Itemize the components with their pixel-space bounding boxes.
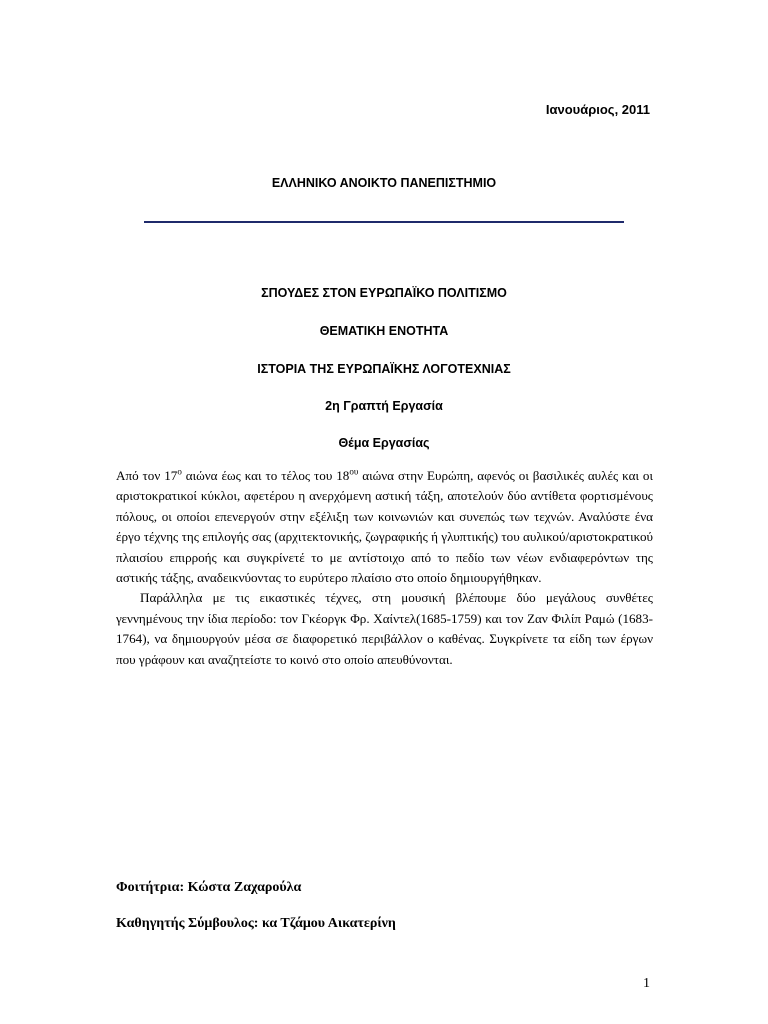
unit-title: ΙΣΤΟΡΙΑ ΤΗΣ ΕΥΡΩΠΑΪΚΗΣ ΛΟΓΟΤΕΧΝΙΑΣ	[257, 362, 511, 376]
topic-paragraph-2: Παράλληλα με τις εικαστικές τέχνες, στη μουσική βλέπουμε δύο μεγάλους συνθέτες γεννημένους την ίδια περίοδο: τον Γκέοργκ Φρ. Χαίντελ(1685-1759) και τον Ζαν Φιλίπ Ραμώ (1683-1764), να δημιουργούν μέσα σε διαφορετικό περιβάλλον ο καθένας. Συγκρίνετε τα είδη των έργων που γράφουν και αναζητείστε το κοινό στο οποίο απευθύνονται.	[116, 590, 653, 667]
advisor-name: Καθηγητής Σύμβουλος: κα Τζάμου Αικατερίνη	[116, 916, 396, 931]
horizontal-rule	[144, 221, 624, 223]
topic-heading: Θέμα Εργασίας	[338, 436, 430, 450]
page-number: 1	[643, 976, 650, 991]
university-name: ΕΛΛΗΝΙΚΟ ΑΝΟΙΚΤΟ ΠΑΝΕΠΙΣΤΗΜΙΟ	[271, 176, 497, 190]
unit-label: ΘΕΜΑΤΙΚΗ ΕΝΟΤΗΤΑ	[319, 324, 449, 338]
assignment-title: 2η Γραπτή Εργασία	[325, 399, 443, 413]
topic-paragraph-1: Από τον $17^o$ αιώνα έως και το τέλος του $18^{o\upsilon}$ αιώνα στην Ευρώπη, αφενός οι βασιλικές αυλές και οι αριστοκρατικοί κύκλοι, αφετέρου η ανερχόμενη αστική τάξη, αποτελούν δύο αντίθετα φορτισμένους πόλους, οι οποίοι επενεργούν στην εξέλιξη των κοινωνιών και συνεπώς των τεχνών. Αναλύστε ένα έργο τέχνης της επιλογής σας (αρχιτεκτονικής, ζωγραφικής ή γλυπτικής) του αυλικού/αριστοκρατικού πλαισίου επιρροής και συγκρίνετέ το με αντίστοιχο από το πεδίο των νέων ενδιαφερόντων της αστικής τάξης, αναδεικνύοντας το ευρύτερο πλαίσιο στο οποίο δημιουργήθηκαν.	[116, 466, 653, 586]
student-name: Φοιτήτρια: Κώστα Ζαχαρούλα	[116, 880, 302, 895]
topic-text	[116, 466, 653, 670]
document-date: Ιανουάριος, 2011	[545, 102, 650, 117]
program-title: ΣΠΟΥΔΕΣ ΣΤΟΝ ΕΥΡΩΠΑΪΚΟ ΠΟΛΙΤΙΣΜΟ	[261, 286, 507, 300]
